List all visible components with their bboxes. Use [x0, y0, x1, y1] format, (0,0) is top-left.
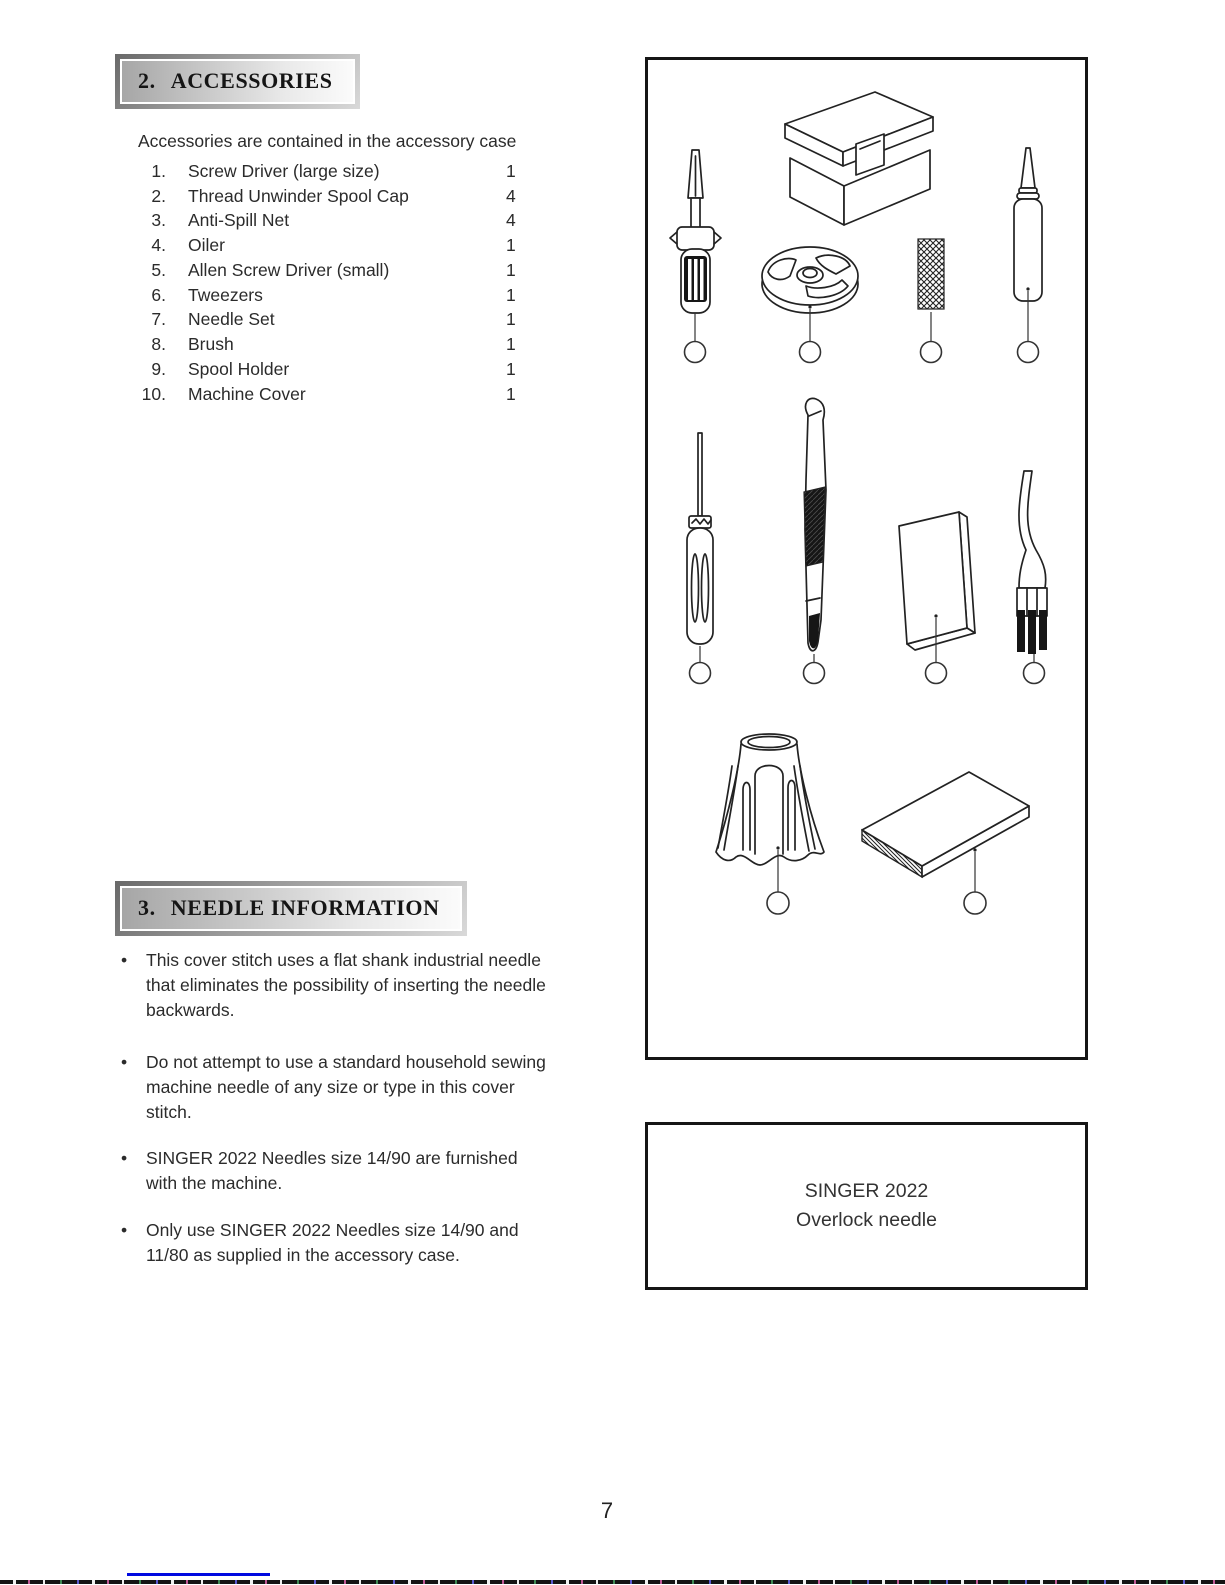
item-label: Thread Unwinder Spool Cap [188, 185, 409, 206]
tweezers-illustration [804, 398, 826, 662]
callout-circle [767, 892, 789, 914]
scan-blue-mark [127, 1573, 270, 1576]
bullet-text [146, 1146, 621, 1196]
bullet-marker: • [121, 1052, 128, 1072]
callout-circle [690, 663, 711, 684]
section-number: 2. [138, 68, 156, 93]
callout-circle [921, 342, 942, 363]
item-label: Oiler [188, 235, 225, 256]
item-label: Anti-Spill Net [188, 210, 290, 231]
item-label: Machine Cover [188, 383, 306, 404]
needle-section-header [115, 881, 467, 936]
needle-box-line1: SINGER 2022 [804, 1180, 929, 1202]
machine-cover-illustration [862, 772, 1029, 892]
item-label: Allen Screw Driver (small) [188, 259, 390, 280]
bullet-line: machine needle of any size or type in this cover [146, 1077, 515, 1097]
callout-circle [800, 342, 821, 363]
bullet-line: 11/80 as supplied in the accessory case. [146, 1245, 460, 1265]
accessories-intro-text: Accessories are contained in the accessory case [138, 131, 517, 151]
callout-circle [1024, 663, 1045, 684]
needle-set-illustration [899, 512, 975, 662]
needle-bullet [121, 1146, 621, 1196]
brush-illustration [1017, 471, 1047, 662]
bullet-text [146, 948, 621, 1023]
item-label: Spool Holder [188, 358, 290, 379]
needle-box-line2: Overlock needle [796, 1209, 937, 1231]
list-item [128, 233, 530, 258]
item-number: 3. [151, 210, 166, 231]
large-screwdriver-illustration [670, 150, 721, 341]
list-item [128, 258, 530, 283]
needle-section-header-label [120, 886, 462, 931]
section-number: 3. [138, 895, 156, 920]
needle-bullet [121, 948, 621, 1023]
callout-circle [685, 342, 706, 363]
list-item [128, 159, 530, 184]
item-qty: 1 [506, 259, 516, 280]
bullet-line: Only use SINGER 2022 Needles size 14/90 and [146, 1220, 519, 1240]
item-label: Needle Set [188, 309, 275, 330]
list-item [128, 357, 530, 382]
list-item [128, 332, 530, 357]
callout-circle [804, 663, 825, 684]
anti-spill-net-illustration [918, 239, 944, 341]
callout-circle [1018, 342, 1039, 363]
item-label: Tweezers [188, 284, 263, 305]
item-number: 6. [151, 284, 166, 305]
item-number: 4. [151, 235, 166, 256]
bullet-text [146, 1050, 621, 1125]
allen-screwdriver-illustration [687, 433, 713, 662]
item-number: 10. [141, 383, 166, 404]
item-qty: 1 [506, 358, 516, 379]
accessory-case-illustration [785, 92, 933, 225]
item-number: 1. [151, 160, 166, 181]
bullet-text [146, 1218, 621, 1268]
bullet-line: stitch. [146, 1102, 192, 1122]
item-qty: 1 [506, 160, 516, 181]
item-number: 2. [151, 185, 166, 206]
section-title: ACCESSORIES [170, 68, 333, 93]
section-title: NEEDLE INFORMATION [170, 895, 440, 920]
accessories-illustration-panel [645, 57, 1088, 1060]
accessories-section-header-label [120, 59, 355, 104]
scan-bottom-edge [0, 1580, 1225, 1584]
list-item [128, 308, 530, 333]
bullet-line: Do not attempt to use a standard household sewing [146, 1052, 546, 1072]
item-qty: 1 [506, 309, 516, 330]
bullet-line: that eliminates the possibility of inserting the needle [146, 975, 546, 995]
item-qty: 4 [506, 185, 516, 206]
callout-circle [926, 663, 947, 684]
list-item [128, 382, 530, 407]
list-item [128, 209, 530, 234]
item-qty: 1 [506, 284, 516, 305]
item-qty: 4 [506, 210, 516, 231]
item-number: 5. [151, 259, 166, 280]
item-number: 9. [151, 358, 166, 379]
oiler-illustration [1014, 148, 1042, 341]
spool-holder-illustration [716, 734, 824, 892]
bullet-line: with the machine. [146, 1173, 283, 1193]
accessories-illustration [648, 60, 1085, 1057]
item-number: 8. [151, 334, 166, 355]
item-number: 7. [151, 309, 166, 330]
page-number: 7 [600, 1498, 614, 1523]
bullet-line: SINGER 2022 Needles size 14/90 are furnished [146, 1148, 518, 1168]
item-qty: 1 [506, 334, 516, 355]
needle-type-box [645, 1122, 1088, 1290]
bullet-marker: • [121, 1148, 128, 1168]
bullet-line: backwards. [146, 1000, 235, 1020]
needle-bullet [121, 1218, 621, 1268]
list-item [128, 184, 530, 209]
needle-bullet [121, 1050, 621, 1125]
item-label: Brush [188, 334, 234, 355]
accessories-section-header [115, 54, 360, 109]
item-qty: 1 [506, 383, 516, 404]
bullet-marker: • [121, 950, 128, 970]
item-label: Screw Driver (large size) [188, 160, 380, 181]
list-item [128, 283, 530, 308]
callout-circle [964, 892, 986, 914]
accessories-list [128, 159, 530, 407]
item-qty: 1 [506, 235, 516, 256]
bullet-marker: • [121, 1220, 128, 1240]
spool-cap-illustration [762, 247, 858, 341]
bullet-line: This cover stitch uses a flat shank industrial needle [146, 950, 541, 970]
